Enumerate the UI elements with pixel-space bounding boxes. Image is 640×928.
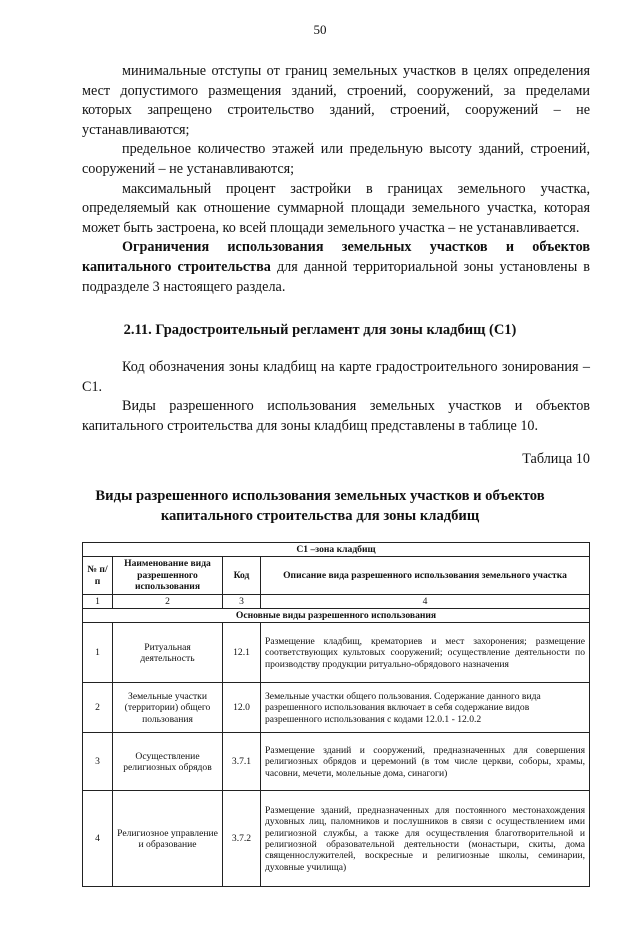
- zone-parameters-text: [82, 62, 590, 297]
- paragraph-floors: предельное количество этажей или предельную высоту зданий, строений, сооружений – не устанавливаются;: [82, 141, 590, 177]
- row-description: Размещение кладбищ, крематориев и мест захоронения; размещение соответствующих культовых сооружений; осуществление деятельности по производству продукции ритуально-обрядового назначения: [261, 623, 590, 683]
- row-code: 3.7.2: [223, 791, 261, 887]
- page-number: 50: [313, 22, 327, 37]
- header-name: Наименование вида разрешенного использования: [113, 557, 223, 594]
- row-use-name: Земельные участки (территории) общего пользования: [113, 683, 223, 733]
- table-row: [83, 683, 590, 733]
- paragraph-table-ref: Виды разрешенного использования земельных участков и объектов капитального строительства для зоны кладбищ представлены в таблице 10.: [82, 398, 590, 434]
- section-intro-text: [82, 358, 590, 436]
- row-code: 3.7.1: [223, 733, 261, 791]
- paragraph-restrictions: [82, 238, 590, 297]
- paragraph-coverage: максимальный процент застройки в границах земельного участка, определяемый как отношение суммарной площади земельного участка, которая может быть застроена, ко всей площади земельного участка – не устанавливается.: [82, 180, 590, 236]
- column-number: 2: [113, 594, 223, 608]
- row-number: 2: [83, 683, 113, 733]
- permitted-use-table: [82, 542, 590, 887]
- header-number: № п/п: [83, 557, 113, 594]
- section-heading: 2.11. Градостроительный регламент для зоны кладбищ (С1): [123, 322, 517, 338]
- restrictions-bold: Ограничения использования земельных участков и объектов капитального строительства: [82, 239, 590, 275]
- table-group-title: Основные виды разрешенного использования: [83, 609, 590, 623]
- table-row: [83, 791, 590, 887]
- row-use-name: Ритуальная деятельность: [113, 623, 223, 683]
- table-header-row: [83, 557, 590, 594]
- header-code: Код: [223, 557, 261, 594]
- row-description: Земельные участки общего пользования. Содержание данного вида разрешенного использования включает в себя содержание видов разрешенного использования с кодами 12.0.1 - 12.0.2: [261, 683, 590, 733]
- table-title: Виды разрешенного использования земельных участков и объектов капитального строительства для зоны кладбищ: [95, 488, 545, 524]
- row-use-name: Осуществление религиозных обрядов: [113, 733, 223, 791]
- paragraph-zone-code: Код обозначения зоны кладбищ на карте градостроительного зонирования – С1.: [82, 359, 590, 395]
- table-zone-header: С1 –зона кладбищ: [83, 543, 590, 557]
- column-number: 1: [83, 594, 113, 608]
- table-row: [83, 623, 590, 683]
- row-code: 12.0: [223, 683, 261, 733]
- paragraph-setbacks: минимальные отступы от границ земельных участков в целях определения мест допустимого размещения зданий, строений, сооружений, за пределами которых запрещено строительство зданий, строений, сооружений – не устанавливаются;: [82, 63, 590, 138]
- table-group-row: [83, 609, 590, 623]
- table-numbering-row: [83, 594, 590, 608]
- table-row: [83, 733, 590, 791]
- table-label: Таблица 10: [522, 451, 590, 467]
- row-description: Размещение зданий и сооружений, предназначенных для совершения религиозных обрядов и церемоний (в том числе церкви, соборы, храмы, часовни, мечети, молельные дома, синагоги): [261, 733, 590, 791]
- row-use-name: Религиозное управление и образование: [113, 791, 223, 887]
- restrictions-rest: для данной территориальной зоны установлены в подразделе 3 настоящего раздела.: [82, 258, 590, 295]
- row-code: 12.1: [223, 623, 261, 683]
- header-description: Описание вида разрешенного использования земельного участка: [261, 557, 590, 594]
- row-number: 1: [83, 623, 113, 683]
- row-description: Размещение зданий, предназначенных для постоянного местонахождения духовных лиц, паломников и послушников в связи с осуществлением ими религиозной службы, а также для осуществления благотворительной и религиозной образовательной деятельности (монастыри, скиты, дома священнослужителей, воскресные и религиозные школы, семинарии, духовные училища): [261, 791, 590, 887]
- row-number: 4: [83, 791, 113, 887]
- column-number: 4: [261, 594, 590, 608]
- row-number: 3: [83, 733, 113, 791]
- column-number: 3: [223, 594, 261, 608]
- table-zone-row: [83, 543, 590, 557]
